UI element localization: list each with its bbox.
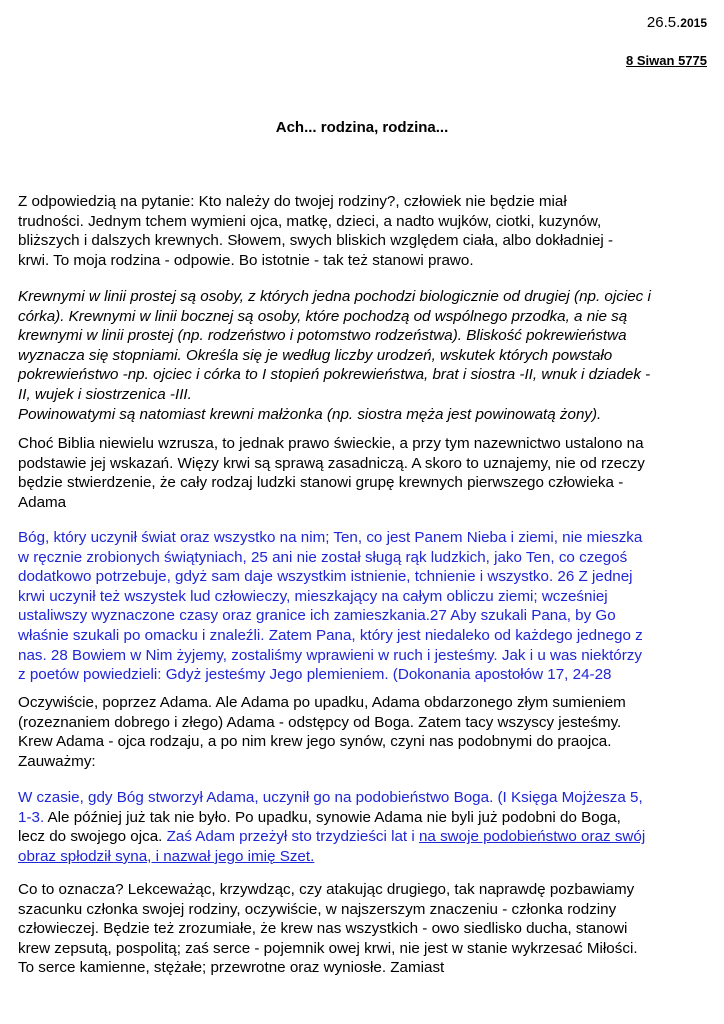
text-line: Krewnymi w linii prostej są osoby, z których jedna pochodzi biologicznie od drugiej (np. ojciec i	[18, 288, 651, 305]
text-line	[18, 808, 708, 828]
text-line: Co to oznacza? Lekceważąc, krzywdząc, czy atakując drugiego, tak naprawdę pozbawiamy	[18, 881, 635, 898]
document-date	[647, 14, 707, 31]
text-line: Oczywiście, poprzez Adama. Ale Adama po upadku, Adama obdarzonego złym sumieniem	[18, 694, 626, 711]
text-line: krwi. To moja rodzina - odpowie. Bo istotnie - tak też stanowi prawo.	[18, 251, 474, 269]
text-line: (rozeznaniem dobrego i złego) Adama - odstępcy od Boga. Zatem tacy wszyscy jesteśmy.	[18, 713, 622, 731]
text-line: właśnie szukali po omacku i znaleźli. Zatem Pana, który jest niedaleko od każdego jednego z	[18, 626, 643, 644]
text-line: pokrewieństwo -np. ojciec i córka to I stopień pokrewieństwa, brat i siostra -II, wnuk i dziadek -	[18, 366, 651, 384]
quote-link[interactable]: na swoje podobieństwo oraz swój	[418, 828, 646, 846]
text-line: w ręcznie zrobionych świątyniach, 25 ani nie został sługą rąk ludzkich, jako Ten, co czegoś	[18, 548, 628, 566]
paragraph-adam	[18, 693, 708, 771]
date-day-month: 26.5.	[646, 14, 681, 31]
quote-segment: Zaś Adam przeżył sto trzydzieści lat i	[166, 828, 419, 846]
text-line: krew zepsutą, pospolitą; zaś serce - pojemnik owej krwi, nie jest w stanie wykrzesać Miłości.	[18, 939, 638, 957]
text-line: trudności. Jednym tchem wymieni ojca, matkę, dzieci, a nadto wujków, ciotki, kuzynów,	[18, 212, 602, 230]
text-line: będzie stwierdzenie, że cały rodzaj ludzki stanowi grupę krewnych pierwszego człowieka -	[18, 474, 624, 492]
quote-link[interactable]: obraz spłodził syna, i nazwał jego imię Szet.	[18, 847, 315, 865]
text-line: szacunku członka swojej rodziny, oczywiście, w najszerszym znaczeniu - członka rodziny	[18, 900, 617, 918]
text-segment: Ale później już tak nie było. Po upadku, synowie Adama nie byli już podobni do Boga,	[44, 808, 621, 826]
text-line: podstawie jej wskazań. Więzy krwi są sprawą zasadniczą. A skoro to uznajemy, nie od rzeczy	[18, 454, 645, 472]
text-line: Krew Adama - ojca rodzaju, a po nim krew jego synów, czyni nas podobnymi do praojca.	[18, 733, 612, 751]
text-line: Bóg, który uczynił świat oraz wszystko na nim; Ten, co jest Panem Nieba i ziemi, nie mieszka	[18, 529, 643, 546]
paragraph-genesis	[18, 788, 708, 866]
paragraph-meaning	[18, 880, 708, 978]
hebrew-date: 8 Siwan 5775	[626, 53, 707, 68]
text-line: człowieczej. Będzie też zrozumiałe, że krew nas wszystkich - owo siedlisko ducha, stanowi	[18, 920, 628, 938]
text-line: To serce kamienne, stężałe; przewrotne oraz wyniosłe. Zamiast	[18, 959, 445, 977]
paragraph-scripture-quote	[18, 528, 708, 685]
text-line: z poetów powiedzieli: Gdyż jesteśmy Jego plemieniem. (Dokonania apostołów 17, 24-28	[18, 666, 612, 684]
text-line: ustaliwszy wyznaczone czasy oraz granice ich zamieszkania.27 Aby szukali Pana, by Go	[18, 607, 616, 625]
paragraph-intro	[18, 192, 708, 270]
text-line: dodatkowo potrzebuje, gdyż sam daje wszystkim istnienie, tchnienie i wszystko. 26 Z jednej	[18, 568, 633, 586]
paragraph-legal-definition	[18, 287, 708, 424]
text-line: Zauważmy:	[18, 752, 96, 770]
text-segment: lecz do swojego ojca.	[18, 828, 167, 846]
text-line: krwi uczynił też wszystek lud człowieczy, mieszkający na całym obliczu ziemi; wcześniej	[18, 587, 608, 605]
text-line	[18, 827, 708, 847]
text-line: II, wujek i siostrzenica -III.	[18, 385, 192, 403]
text-line: nas. 28 Bowiem w Nim żyjemy, zostaliśmy wprawieni w ruch i jesteśmy. Jak i u was niektórzy	[18, 646, 642, 664]
text-line: Choć Biblia niewielu wzrusza, to jednak prawo świeckie, a przy tym nazewnictwo ustalono na	[18, 435, 644, 452]
text-line: Z odpowiedzią na pytanie: Kto należy do twojej rodziny?, człowiek nie będzie miał	[18, 193, 567, 210]
text-line: Adama	[18, 493, 67, 511]
document-title: Ach... rodzina, rodzina...	[275, 119, 449, 136]
text-line: bliższych i dalszych krewnych. Słowem, swych bliskich względem ciała, albo dokładniej -	[18, 232, 614, 250]
text-line: Powinowatymi są natomiast krewni małżonka (np. siostra męża jest powinowatą żony).	[18, 405, 602, 423]
verse-ref: 1-3.	[18, 808, 45, 826]
date-year: 2015	[680, 16, 707, 30]
text-line: W czasie, gdy Bóg stworzył Adama, uczynił go na podobieństwo Boga. (I Księga Mojżesza 5,	[18, 789, 643, 806]
paragraph-bible-law	[18, 434, 708, 512]
text-line: córka). Krewnymi w linii bocznej są osoby, które pochodzą od wspólnego przodka, a nie są	[18, 307, 628, 325]
text-line: wyznacza się stopniami. Określa się je według liczby urodzeń, wskutek których powstało	[18, 346, 613, 364]
text-line: krewnymi w linii prostej (np. rodzeństwo i potomstwo rodzeństwa). Bliskość pokrewieństwa	[18, 327, 627, 345]
